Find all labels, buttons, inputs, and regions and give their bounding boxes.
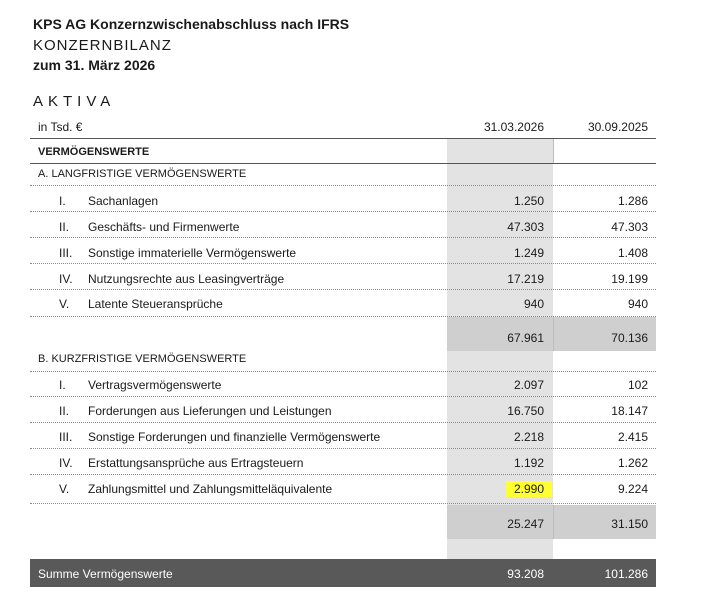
row-number: II. [59, 404, 70, 418]
row-label: Erstattungsansprüche aus Ertragsteuern [88, 456, 304, 470]
row-rule [30, 211, 656, 212]
row-number: IV. [59, 272, 73, 286]
row-rule [30, 422, 656, 423]
value-prior: 1.262 [617, 456, 648, 470]
value-prior: 47.303 [611, 220, 648, 234]
value-prior: 940 [627, 297, 648, 311]
row-label: Zahlungsmittel und Zahlungsmitteläquivalente [88, 482, 333, 496]
row-rule [30, 503, 656, 504]
row-number: V. [59, 482, 70, 496]
row-label: Geschäfts- und Firmenwerte [88, 220, 240, 234]
column-separator [553, 139, 554, 164]
value-prior: 1.286 [617, 194, 648, 208]
row-label: Sonstige Forderungen und finanzielle Vermögenswerte [88, 430, 381, 444]
row-label: Sonstige immaterielle Vermögenswerte [88, 246, 297, 260]
row-rule [30, 289, 656, 290]
value-prior: 1.408 [617, 246, 648, 260]
value-current: 17.219 [507, 272, 544, 286]
company-heading: KPS AG Konzernzwischenabschluss nach IFRS [33, 16, 350, 32]
value-prior: 102 [627, 378, 648, 392]
row-label: Nutzungsrechte aus Leasingverträge [88, 272, 285, 286]
value-current: 1.250 [513, 194, 544, 208]
value-current: 2.097 [513, 378, 544, 392]
value-current: 16.750 [507, 404, 544, 418]
column-header-current: 31.03.2026 [483, 120, 544, 134]
subtotal-current: 25.247 [507, 517, 544, 531]
column-separator [553, 505, 554, 539]
section-rule [30, 163, 656, 164]
row-rule [30, 185, 656, 186]
report-date: zum 31. März 2026 [33, 57, 156, 73]
value-prior: 19.199 [611, 272, 648, 286]
value-prior: 2.415 [617, 430, 648, 444]
unit-label: in Tsd. € [38, 120, 83, 134]
highlighted-value: 2.990 [506, 481, 552, 497]
row-rule [30, 474, 656, 475]
document-title: KONZERNBILANZ [33, 37, 172, 54]
row-number: III. [59, 430, 73, 444]
row-number: I. [59, 194, 66, 208]
column-separator [553, 317, 554, 351]
value-current: 1.192 [513, 456, 544, 470]
subtotal-current: 67.961 [507, 331, 544, 345]
row-number: IV. [59, 456, 73, 470]
group-a-heading: A. LANGFRISTIGE VERMÖGENSWERTE [38, 168, 247, 180]
subtotal-prior: 70.136 [611, 331, 648, 345]
row-number: II. [59, 220, 70, 234]
row-rule [30, 263, 656, 264]
subtotal-prior: 31.150 [611, 517, 648, 531]
total-current: 93.208 [507, 567, 544, 581]
row-rule [30, 371, 656, 372]
header-rule [30, 138, 656, 139]
row-rule [30, 448, 656, 449]
value-current: 1.249 [513, 246, 544, 260]
value-prior: 9.224 [617, 482, 648, 496]
value-current [506, 482, 544, 496]
total-label: Summe Vermögenswerte [38, 567, 173, 581]
group-b-heading: B. KURZFRISTIGE VERMÖGENSWERTE [38, 353, 247, 365]
row-label: Sachanlagen [88, 194, 159, 208]
row-rule [30, 237, 656, 238]
value-current: 940 [523, 297, 544, 311]
value-prior: 18.147 [611, 404, 648, 418]
row-number: III. [59, 246, 73, 260]
aktiva-heading: AKTIVA [33, 93, 116, 110]
value-current: 47.303 [507, 220, 544, 234]
column-header-prior: 30.09.2025 [587, 120, 648, 134]
row-label: Latente Steueransprüche [88, 297, 223, 311]
row-rule [30, 396, 656, 397]
row-number: V. [59, 297, 70, 311]
row-rule [30, 316, 656, 317]
balance-sheet-table [30, 113, 656, 588]
total-prior: 101.286 [604, 567, 648, 581]
row-number: I. [59, 378, 66, 392]
value-current: 2.218 [513, 430, 544, 444]
total-row [30, 559, 656, 587]
row-label: Vertragsvermögenswerte [88, 378, 222, 392]
row-label: Forderungen aus Lieferungen und Leistungen [88, 404, 332, 418]
section-title: VERMÖGENSWERTE [38, 146, 150, 158]
